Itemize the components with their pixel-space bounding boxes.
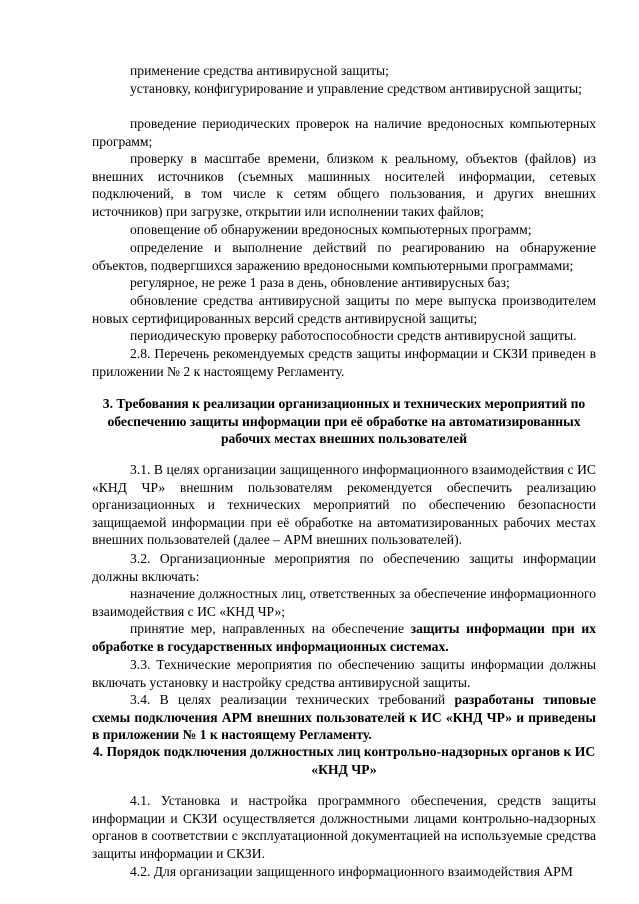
list-item: регулярное, не реже 1 раза в день, обновление антивирусных баз; [130,275,510,290]
paragraph-3-1: 3.1. В целях организации защищенного информационного взаимодействия с ИС «КНД ЧР» внешним пользователям рекомендуется обеспечить реализацию организационных и технических мероприятий по обеспечению безопасности защищаемой информации при её обработке на автоматизированных рабочих местах внешних пользователей (далее – АРМ внешних пользователей). [92,462,596,548]
list-item: проверку в масштабе времени, близком к реальному, объектов (файлов) из внешних источников (съемных машинных носителей информации, сетевых подключений, в том числе к сетям общего пользования, и других внешних источников) при загрузке, открытии или исполнении таких файлов; [92,151,596,219]
list-item: периодическую проверку работоспособности средств антивирусной защиты. [130,328,577,343]
list-item: применение средства антивирусной защиты; [130,63,389,78]
paragraph-3-2: 3.2. Организационные мероприятия по обеспечению защиты информации должны включать: [92,551,596,584]
list-item: проведение периодических проверок на наличие вредоносных компьютерных программ; [92,116,596,149]
section-4-heading: 4. Порядок подключения должностных лиц контрольно-надзорных органов к ИС «КНД ЧР» [92,744,596,777]
paragraph-4-1: 4.1. Установка и настройка программного обеспечения, средств защиты информации и СКЗИ осуществляется должностными лицами контрольно-надзорных органов в соответствии с эксплуатационной документацией на используемые средства защиты информации и СКЗИ. [92,793,596,861]
list-item: оповещение об обнаружении вредоносных компьютерных программ; [130,222,532,237]
paragraph-2-8: 2.8. Перечень рекомендуемых средств защиты информации и СКЗИ приведен в приложении № 2 к настоящему Регламенту. [92,346,596,379]
paragraph-4-2: 4.2. Для организации защищенного информационного взаимодействия АРМ [130,864,573,879]
paragraph-3-3: 3.3. Технические мероприятия по обеспечению защиты информации должны включать установку и настройку средства антивирусной защиты. [92,657,596,690]
section-3-heading: 3. Требования к реализации организационных и технических мероприятий по обеспечению защиты информации при её обработке на автоматизированных рабочих местах внешних пользователей [102,396,586,447]
list-item: обновление средства антивирусной защиты по мере выпуска производителем новых сертифицированных версий средств антивирусной защиты; [92,293,596,326]
list-item: определение и выполнение действий по реагированию на обнаружение объектов, подвергшихся заражению вредоносными компьютерными программами; [92,240,596,273]
list-item: принятие мер, направленных на обеспечение защиты информации при их обработке в государственных информационных системах. [92,621,597,654]
list-item: установку, конфигурирование и управление средством антивирусной защиты; [130,81,582,96]
list-item: назначение должностных лиц, ответственных за обеспечение информационного взаимодействия с ИС «КНД ЧР»; [92,586,596,619]
paragraph-3-4: 3.4. В целях реализации технических требований разработаны типовые схемы подключения АРМ внешних пользователей к ИС «КНД ЧР» и приведены в приложении № 1 к настоящему Регламенту. [92,692,597,743]
